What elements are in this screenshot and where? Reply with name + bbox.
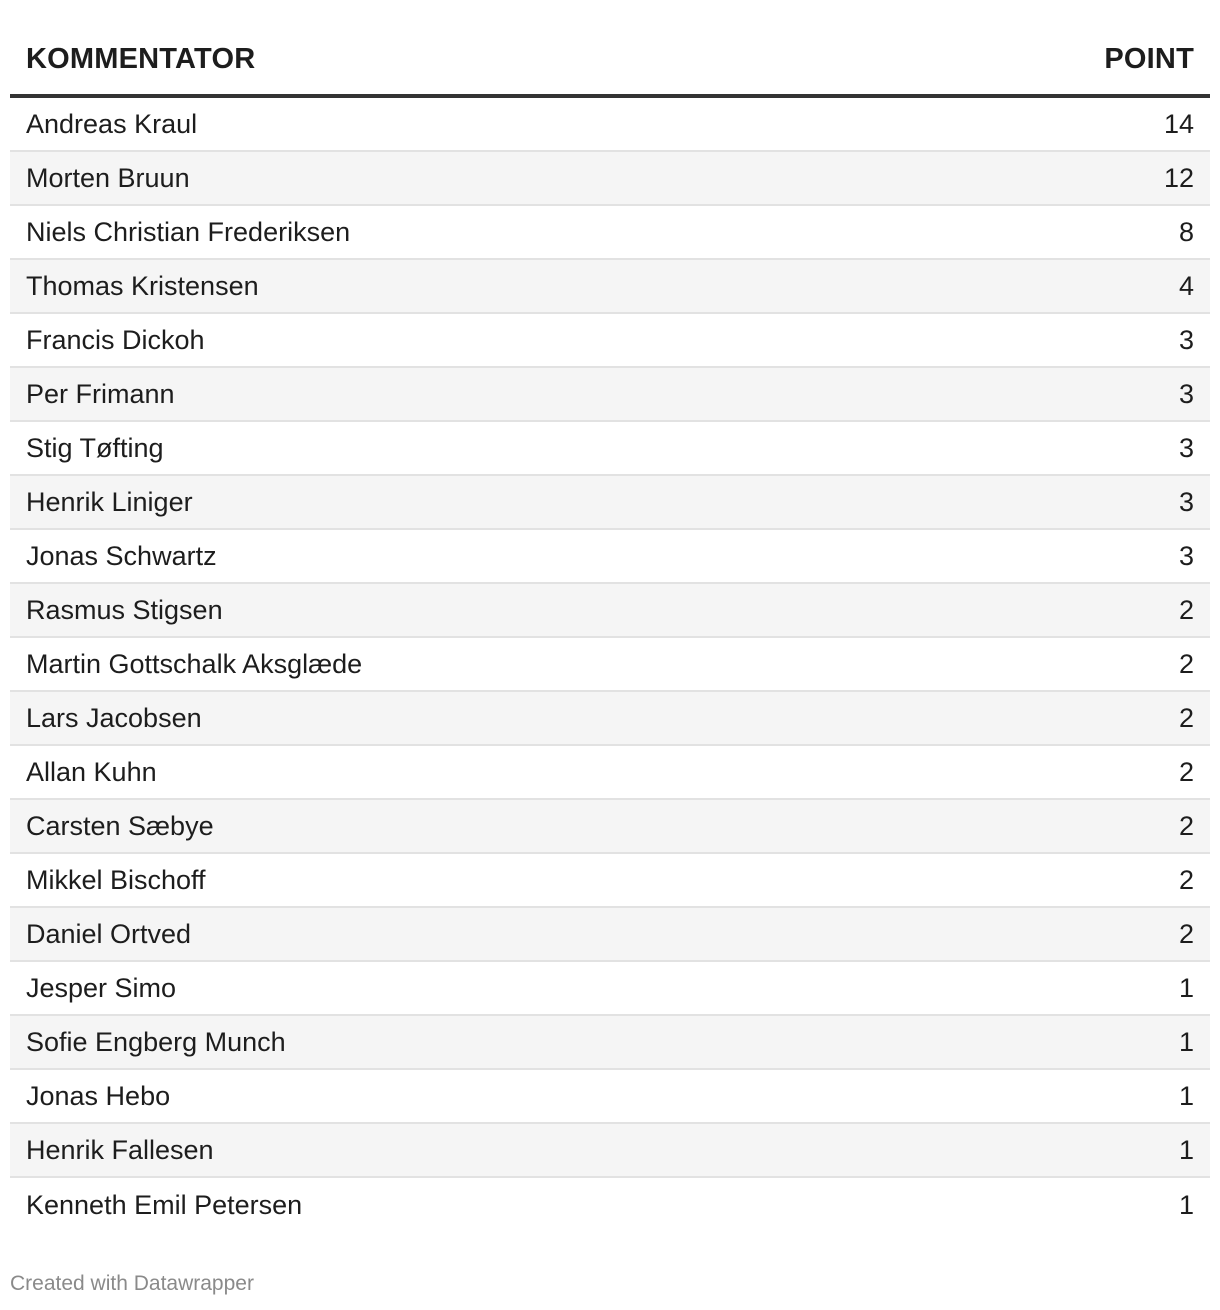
table-row	[10, 530, 1210, 584]
point-value-cell: 1	[1178, 972, 1194, 1003]
point-value-cell: 3	[1178, 378, 1194, 409]
point-value-cell: 3	[1178, 540, 1194, 571]
point-value-cell: 1	[1178, 1134, 1194, 1165]
commentator-name-cell: Mikkel Bischoff	[26, 864, 206, 895]
commentator-name-cell: Per Frimann	[26, 378, 175, 409]
commentator-name-cell: Martin Gottschalk Aksglæde	[26, 648, 363, 679]
point-value-cell: 2	[1178, 648, 1194, 679]
point-value-cell: 12	[1163, 162, 1194, 193]
data-table	[10, 28, 1210, 1232]
point-value-cell: 2	[1178, 756, 1194, 787]
table-header	[10, 28, 1210, 98]
column-header-point[interactable]: POINT	[1104, 43, 1194, 75]
table-row	[10, 908, 1210, 962]
commentator-name-cell: Lars Jacobsen	[26, 702, 202, 733]
table-row	[10, 800, 1210, 854]
commentator-name-cell: Thomas Kristensen	[26, 270, 259, 301]
table-row	[10, 746, 1210, 800]
table-row	[10, 638, 1210, 692]
table-body	[10, 98, 1210, 1232]
table-row	[10, 1178, 1210, 1232]
point-value-cell: 4	[1178, 270, 1194, 301]
commentator-name-cell: Carsten Sæbye	[26, 810, 214, 841]
table-row	[10, 206, 1210, 260]
point-value-cell: 14	[1163, 108, 1194, 139]
table-row	[10, 98, 1210, 152]
commentator-name-cell: Andreas Kraul	[26, 108, 198, 139]
commentator-name-cell: Rasmus Stigsen	[26, 594, 223, 625]
table-row	[10, 260, 1210, 314]
table-row	[10, 1016, 1210, 1070]
table-row	[10, 152, 1210, 206]
table-row	[10, 584, 1210, 638]
commentator-name-cell: Morten Bruun	[26, 162, 190, 193]
commentator-name-cell: Henrik Liniger	[26, 486, 193, 517]
table-row	[10, 368, 1210, 422]
point-value-cell: 3	[1178, 432, 1194, 463]
commentator-name-cell: Stig Tøfting	[26, 432, 164, 463]
table-row	[10, 1070, 1210, 1124]
point-value-cell: 3	[1178, 324, 1194, 355]
table-row	[10, 962, 1210, 1016]
datawrapper-credit[interactable]: Created with Datawrapper	[10, 1272, 254, 1295]
table-row	[10, 314, 1210, 368]
table-row	[10, 854, 1210, 908]
point-value-cell: 2	[1178, 864, 1194, 895]
point-value-cell: 2	[1178, 918, 1194, 949]
commentator-name-cell: Sofie Engberg Munch	[26, 1026, 286, 1057]
point-value-cell: 3	[1178, 486, 1194, 517]
point-value-cell: 8	[1178, 216, 1194, 247]
commentator-name-cell: Jonas Hebo	[26, 1080, 171, 1111]
commentator-name-cell: Kenneth Emil Petersen	[26, 1189, 303, 1220]
commentator-name-cell: Daniel Ortved	[26, 918, 192, 949]
commentator-name-cell: Jonas Schwartz	[26, 540, 217, 571]
point-value-cell: 2	[1178, 810, 1194, 841]
commentator-name-cell: Allan Kuhn	[26, 756, 157, 787]
commentator-name-cell: Henrik Fallesen	[26, 1134, 214, 1165]
point-value-cell: 2	[1178, 594, 1194, 625]
commentator-name-cell: Jesper Simo	[26, 972, 177, 1003]
point-value-cell: 1	[1178, 1026, 1194, 1057]
commentator-name-cell: Niels Christian Frederiksen	[26, 216, 351, 247]
table-row	[10, 692, 1210, 746]
point-value-cell: 1	[1178, 1189, 1194, 1220]
table-row	[10, 422, 1210, 476]
commentator-name-cell: Francis Dickoh	[26, 324, 205, 355]
point-value-cell: 1	[1178, 1080, 1194, 1111]
point-value-cell: 2	[1178, 702, 1194, 733]
column-header-kommentator[interactable]: KOMMENTATOR	[26, 43, 256, 75]
table-row	[10, 1124, 1210, 1178]
table-row	[10, 476, 1210, 530]
